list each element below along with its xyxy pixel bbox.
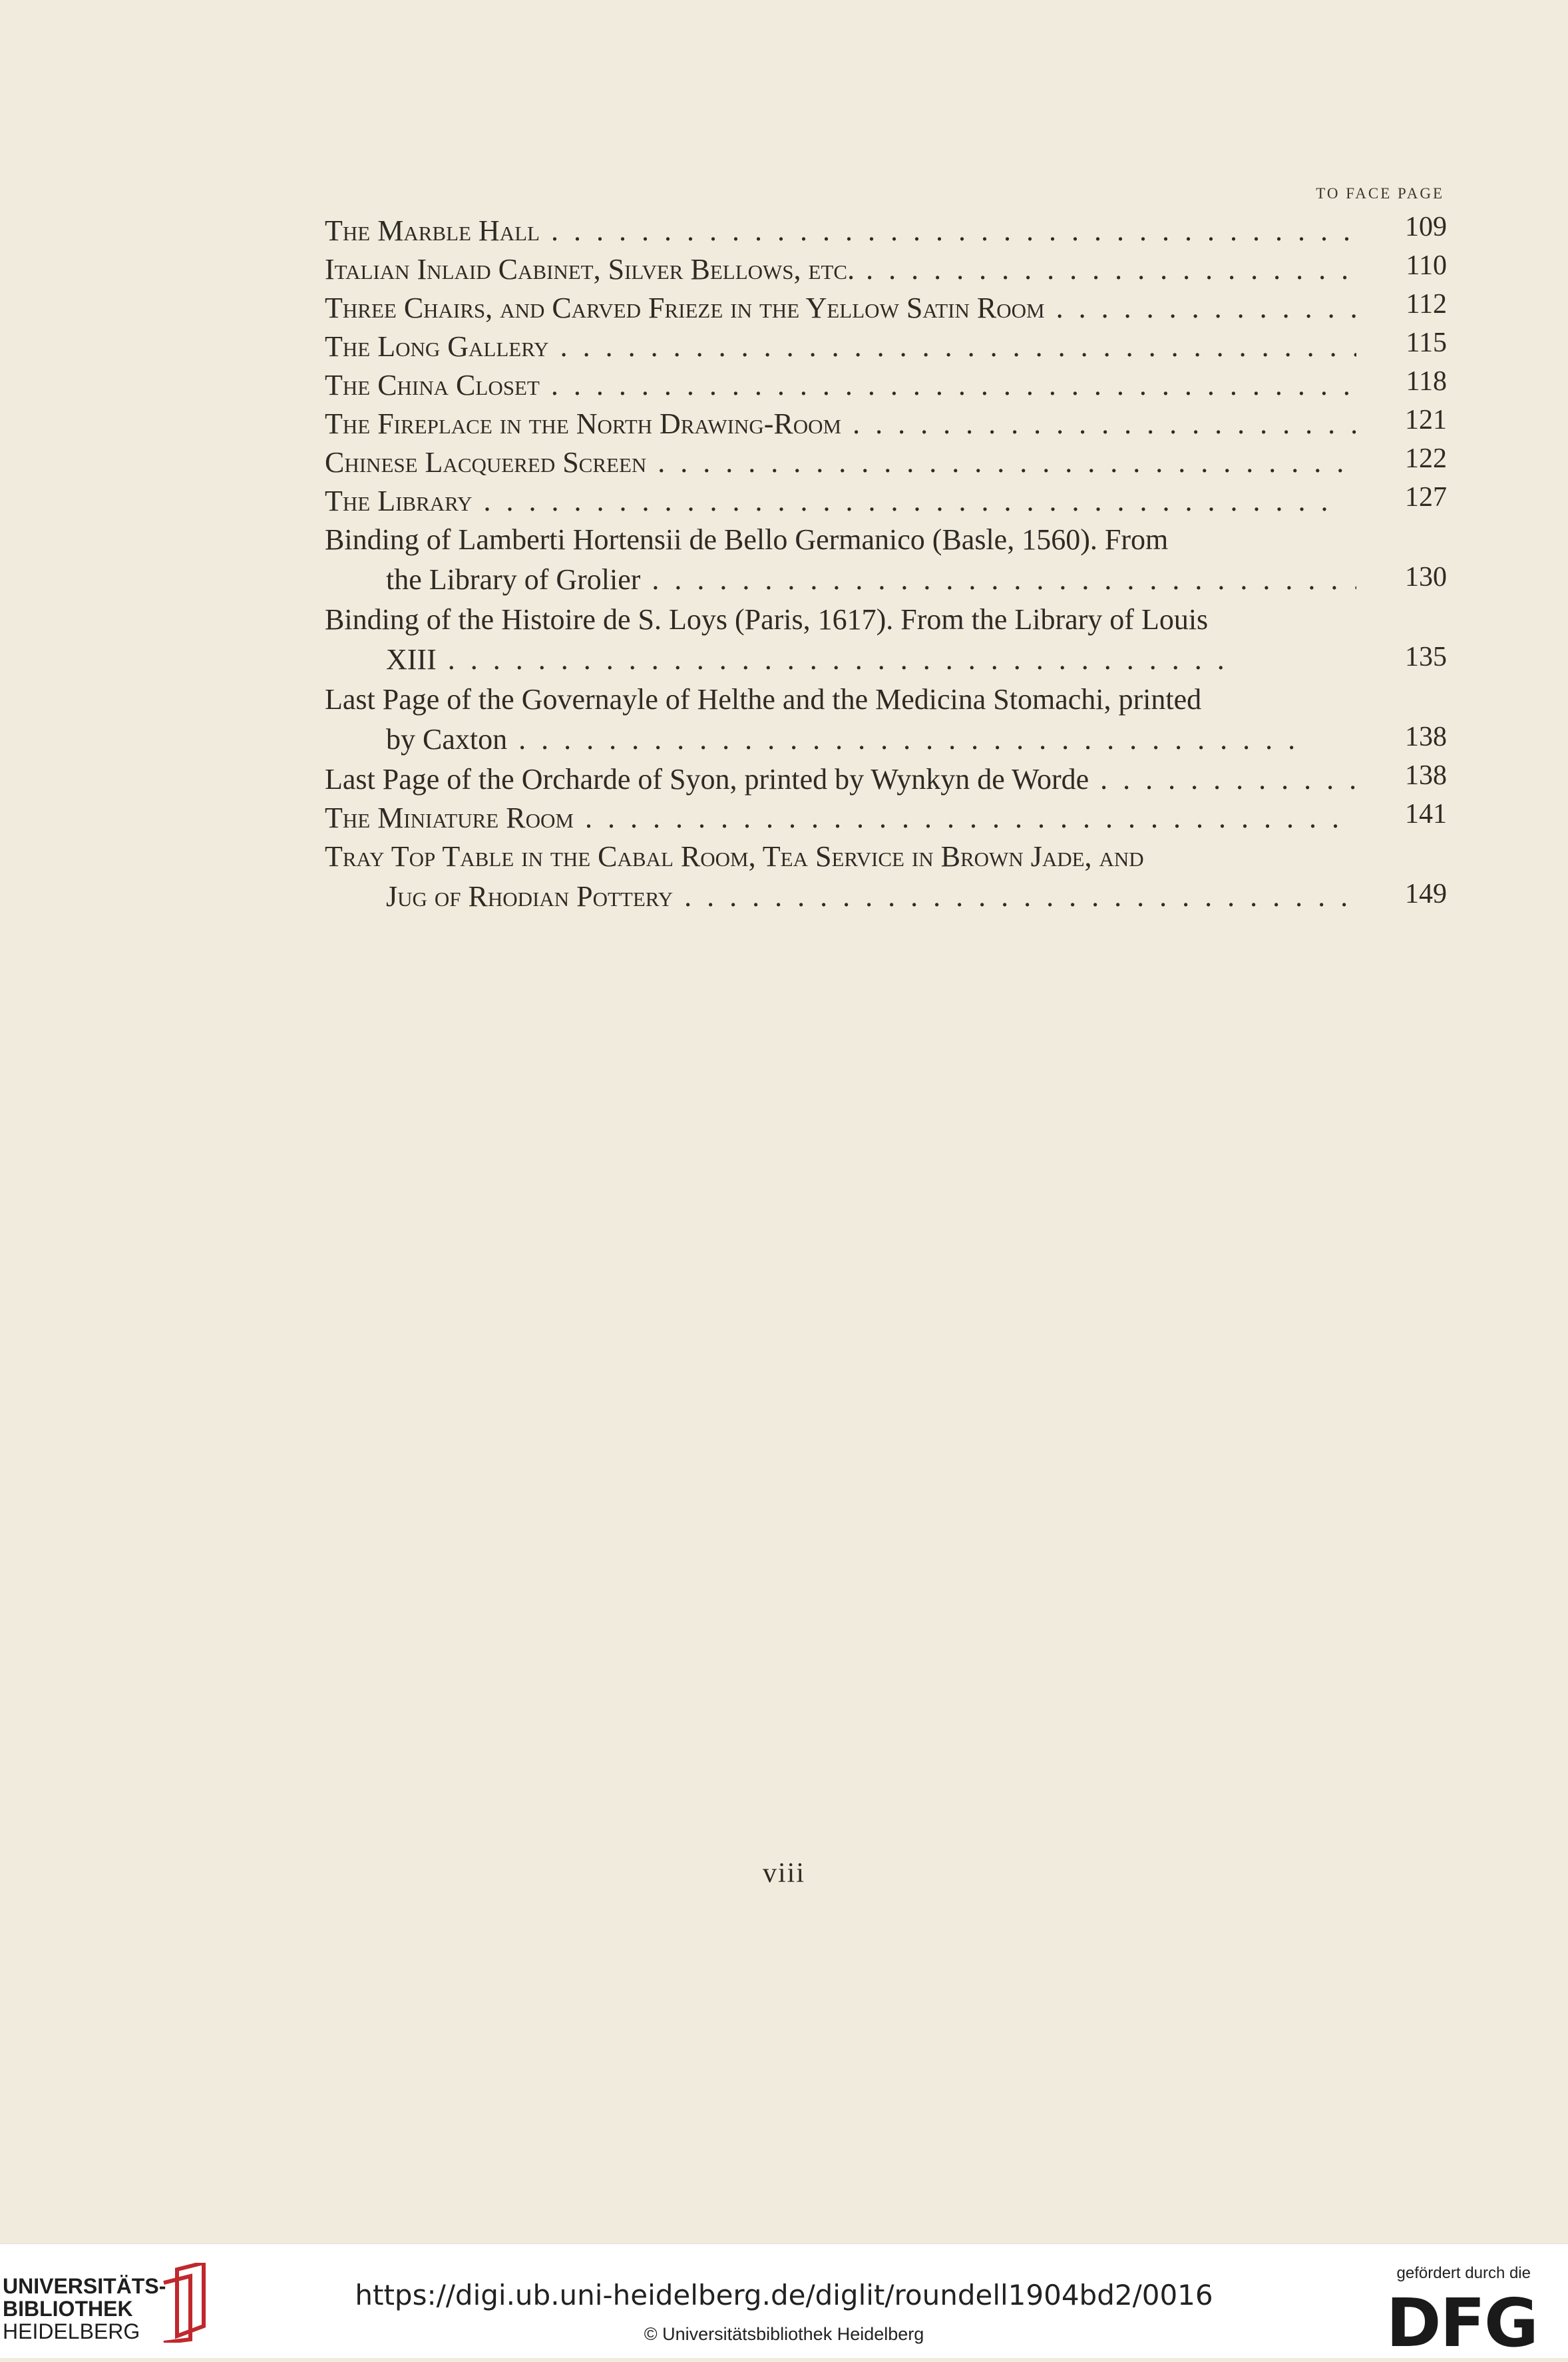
toc-entry — [325, 366, 1447, 405]
library-name-line: UNIVERSITÄTS- — [3, 2274, 166, 2298]
toc-column-header: TO FACE PAGE — [1316, 185, 1444, 202]
copyright-notice: © Universitätsbibliothek Heidelberg — [644, 2324, 924, 2344]
toc-entry-page: 138 — [1405, 760, 1447, 791]
viewer-footer — [0, 2244, 1568, 2362]
toc-entry — [325, 760, 1447, 799]
toc-entry — [325, 837, 1447, 917]
toc-entry-title-continued: Jug of Rhodian Pottery . . — [386, 877, 1356, 916]
toc-entry-title-continued: the Library of Grolier . . — [386, 561, 1356, 599]
toc-entry-page: 115 — [1406, 328, 1447, 358]
toc-entry-page: 130 — [1405, 562, 1447, 592]
toc-entry-title-continued: by Caxton . . — [386, 720, 1356, 759]
toc-entry — [325, 443, 1447, 482]
toc-entry-title: Chinese Lacquered Screen . . — [325, 443, 1356, 482]
toc-entry — [325, 250, 1447, 289]
toc-entry-page: 121 — [1405, 405, 1447, 435]
toc-entry-page: 149 — [1405, 879, 1447, 909]
toc-entry-title: The Miniature Room . . — [325, 799, 1356, 837]
page-number: viii — [762, 1858, 805, 1889]
funding-note: gefördert durch die — [1396, 2264, 1531, 2282]
toc-entry-title: The China Closet . . — [325, 366, 1356, 405]
toc-entry-page: 118 — [1406, 366, 1447, 397]
toc-entry-title: Three Chairs, and Carved Frieze in the Yellow Satin Room . . — [325, 289, 1356, 328]
toc-entry — [325, 212, 1447, 250]
toc-entry-page: 138 — [1405, 722, 1447, 752]
library-name-line: HEIDELBERG — [3, 2319, 140, 2343]
toc-entry-page: 112 — [1406, 289, 1447, 320]
toc-entry-title: Tray Top Table in the Cabal Room, Tea Service in Brown Jade, and — [325, 840, 1144, 873]
toc-entry — [325, 680, 1447, 760]
toc-entry-title: The Marble Hall . . — [325, 212, 1356, 250]
toc-entry-title: The Fireplace in the North Drawing-Room . . — [325, 405, 1356, 443]
toc-entry-title-continued: XIII . . — [386, 640, 1356, 679]
library-name-line: BIBLIOTHEK — [3, 2297, 133, 2321]
toc-entry-title: The Library . . — [325, 482, 1356, 521]
toc-entry — [325, 328, 1447, 366]
permalink-url[interactable]: https://digi.ub.uni-heidelberg.de/diglit/roundell1904bd2/0016 — [355, 2279, 1213, 2311]
toc-entry — [325, 289, 1447, 328]
list-of-illustrations — [325, 212, 1447, 917]
toc-entry-page: 122 — [1405, 443, 1447, 474]
toc-entry — [325, 405, 1447, 443]
toc-entry-page: 110 — [1406, 250, 1447, 281]
toc-entry-title: Last Page of the Orcharde of Syon, printed by Wynkyn de Worde . . — [325, 760, 1356, 799]
toc-entry-page: 127 — [1405, 482, 1447, 513]
toc-entry-title: The Long Gallery . . — [325, 328, 1356, 366]
toc-entry — [325, 799, 1447, 837]
toc-entry-page: 141 — [1405, 799, 1447, 829]
dfg-logo: DFG — [1386, 2284, 1537, 2362]
toc-entry — [325, 521, 1447, 600]
toc-entry-page: 109 — [1405, 212, 1447, 242]
toc-entry-title: Last Page of the Governayle of Helthe and the Medicina Stomachi, printed — [325, 683, 1202, 716]
toc-entry — [325, 600, 1447, 680]
toc-entry-title: Binding of Lamberti Hortensii de Bello Germanico (Basle, 1560). From — [325, 523, 1169, 556]
toc-entry-title: Binding of the Histoire de S. Loys (Paris, 1617). From the Library of Louis — [325, 603, 1209, 636]
toc-entry — [325, 482, 1447, 521]
toc-entry-title: Italian Inlaid Cabinet, Silver Bellows, etc. . . — [325, 250, 1356, 289]
toc-entry-page: 135 — [1405, 642, 1447, 672]
